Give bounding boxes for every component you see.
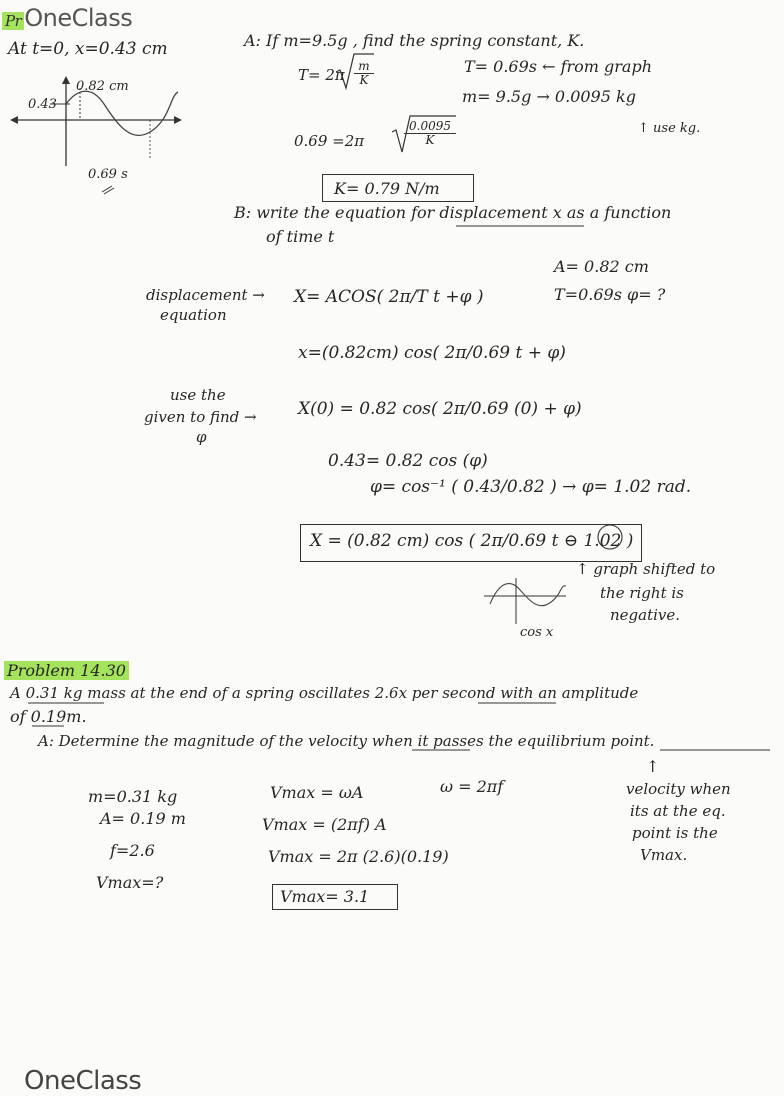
given-f2: f=2.6 xyxy=(110,841,155,860)
given-a2: A= 0.19 m xyxy=(100,809,186,828)
label-displacement-1: displacement → xyxy=(146,286,265,304)
step-1: Vmax = ωA xyxy=(270,783,364,802)
part-b-question-1: B: write the equation for displacement x as a function xyxy=(234,203,672,222)
mini-graph-label: cos x xyxy=(520,625,554,640)
eq-cos: 0.43= 0.82 cos (φ) xyxy=(328,451,488,471)
mini-graph-wave xyxy=(490,584,566,606)
given-initial: At t=0, x=0.43 cm xyxy=(8,39,168,59)
problem2-question: A: Determine the magnitude of the velocity when it passes the equilibrium point. xyxy=(38,732,655,750)
graph-period-label: 0.69 s xyxy=(88,167,128,182)
shift-note-2: the right is xyxy=(600,584,684,602)
period-formula-lhs: T= 2π xyxy=(298,66,345,84)
graph-wave xyxy=(66,91,178,135)
sqrt-fraction-1: $\frac{m}{K}$ xyxy=(354,60,374,87)
graph-y-label: 0.43 xyxy=(28,97,57,112)
note-line-2: its at the eq. xyxy=(630,802,726,820)
label-use-2: given to find → xyxy=(144,408,257,426)
problem2-title: Problem 14.30 xyxy=(4,662,129,680)
given-period: T= 0.69s ← from graph xyxy=(464,57,653,76)
label-displacement-2: equation xyxy=(160,306,227,324)
note-line-3: point is the xyxy=(632,824,718,842)
eq-substituted: x=(0.82cm) cos( 2π/0.69 t + φ) xyxy=(298,343,566,363)
sqrt-fraction-2: $\frac{0.0095}{K}$ xyxy=(404,120,456,147)
note-line-4: Vmax. xyxy=(640,846,688,864)
oneclass-logo-top: Pr OneClass xyxy=(2,4,132,32)
graph-x-arrow-left xyxy=(10,116,18,124)
answer-vmax: Vmax= 3.1 xyxy=(280,887,370,906)
part-a-question: A: If m=9.5g , find the spring constant, K. xyxy=(244,31,585,50)
graph-y-arrow xyxy=(62,76,70,84)
graph-amp-label: 0.82 cm xyxy=(76,79,129,94)
note-arrow: ↑ xyxy=(646,757,660,776)
graph-x-arrow-right xyxy=(174,116,182,124)
sub-lhs: 0.69 =2π xyxy=(294,132,365,150)
given-mass: m= 9.5g → 0.0095 kg xyxy=(462,87,636,106)
shift-note-3: negative. xyxy=(610,606,681,624)
note-line-1: velocity when xyxy=(626,780,731,798)
step-2: Vmax = (2πf) A xyxy=(262,815,387,834)
eq-general: X= ACOS( 2π/T t +φ ) xyxy=(294,287,484,307)
shift-note-1: ↑ graph shifted to xyxy=(576,560,716,578)
part-b-question-2: of time t xyxy=(266,227,335,246)
scribble-mark xyxy=(102,186,114,194)
oneclass-logo-bottom: OneClass xyxy=(24,1066,142,1096)
given-vmax2: Vmax=? xyxy=(96,873,164,892)
problem2-statement-2: of 0.19m. xyxy=(10,707,87,726)
step-3: Vmax = 2π (2.6)(0.19) xyxy=(268,847,449,866)
omega-def: ω = 2πf xyxy=(440,777,504,796)
label-use-3: φ xyxy=(196,428,207,446)
problem2-statement-1: A 0.31 kg mass at the end of a spring oscillates 2.6x per second with an amplitude xyxy=(10,684,639,702)
eq-phi: φ= cos⁻¹ ( 0.43/0.82 ) → φ= 1.02 rad. xyxy=(370,477,692,497)
label-use-1: use the xyxy=(170,386,226,404)
answer-k: K= 0.79 N/m xyxy=(334,179,440,198)
given-amplitude: A= 0.82 cm xyxy=(554,257,649,276)
given-period-b: T=0.69s φ= ? xyxy=(554,285,666,304)
given-m2: m=0.31 kg xyxy=(88,787,178,806)
answer-x: X = (0.82 cm) cos ( 2π/0.69 t ⊖ 1.02 ) xyxy=(310,531,634,551)
use-kg-note: ↑ use kg. xyxy=(638,121,701,136)
eq-x0: X(0) = 0.82 cos( 2π/0.69 (0) + φ) xyxy=(298,399,582,419)
